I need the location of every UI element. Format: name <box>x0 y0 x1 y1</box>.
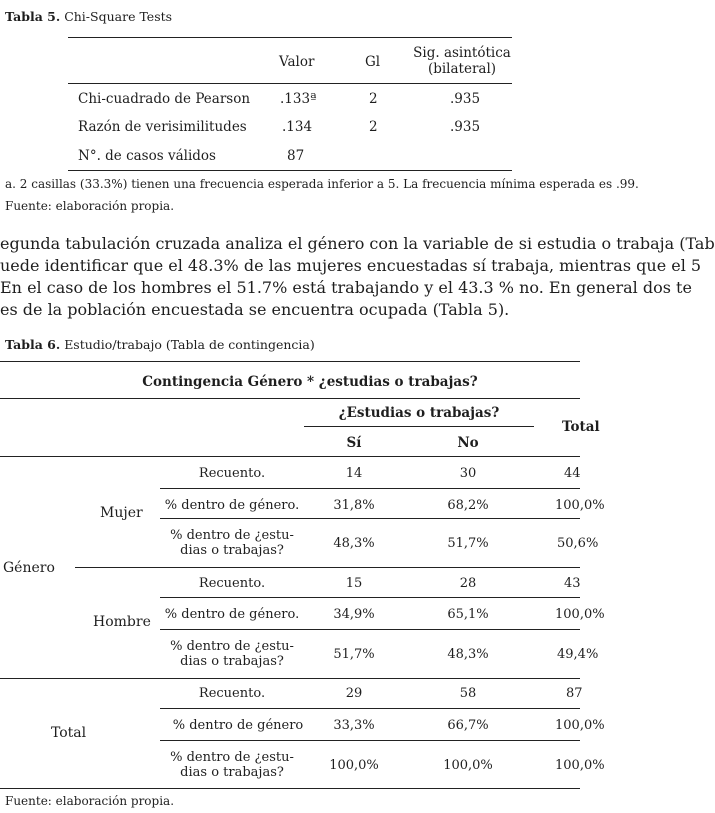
table5-row-sig: .935 <box>450 119 481 135</box>
group-divider <box>75 567 580 568</box>
row-label <box>160 576 304 591</box>
row-label <box>160 498 304 513</box>
table5-header-valor: Valor <box>279 54 315 70</box>
table6-caption-text: Estudio/trabajo (Tabla de contingencia) <box>64 337 315 352</box>
table6-col-group-rule <box>304 426 534 427</box>
cell-si: 34,9% <box>333 607 375 622</box>
table5-bottom-rule <box>68 170 512 171</box>
row-label <box>160 528 304 558</box>
table6-source: Fuente: elaboración propia. <box>5 794 175 808</box>
cell-si: 14 <box>345 466 363 481</box>
table5-caption <box>5 9 172 24</box>
cell-si: 33,3% <box>333 718 375 733</box>
table5-header-gl: Gl <box>365 54 381 70</box>
row-label <box>160 750 304 780</box>
cell-no: 28 <box>459 576 477 591</box>
table6-title: Contingencia Género * ¿estudias o trabajas? <box>142 374 478 390</box>
cell-total: 87 <box>566 686 583 701</box>
row-label-line: Recuento. <box>198 686 266 701</box>
group-divider <box>0 678 580 679</box>
cell-total: 100,0% <box>555 718 605 733</box>
paragraph-line: egunda tabulación cruzada analiza el género con la variable de si estudia o trabaja (Tab <box>0 234 715 253</box>
table6-title-rule <box>0 398 580 399</box>
table6-group-mujer: Mujer <box>100 505 143 521</box>
row-label-line: % dentro de ¿estu- <box>170 639 294 654</box>
table6-group-total: Total <box>51 725 87 741</box>
table5-source: Fuente: elaboración propia. <box>5 199 175 213</box>
row-label-line: % dentro de género. <box>164 498 300 513</box>
table6-genero-label: Género <box>3 560 55 576</box>
row-label-line: dias o trabajas? <box>180 765 284 780</box>
row-label-line: % dentro de ¿estu- <box>170 750 294 765</box>
row-divider <box>160 708 580 709</box>
row-label-line: % dentro de género <box>172 718 304 733</box>
cell-no: 58 <box>459 686 477 701</box>
cell-total: 43 <box>564 576 581 591</box>
cell-no: 65,1% <box>447 607 489 622</box>
row-divider <box>160 488 580 489</box>
table5-row-gl: 2 <box>369 119 378 135</box>
row-label-line: Recuento. <box>198 466 266 481</box>
table5-header-sig <box>412 45 512 77</box>
cell-no: 68,2% <box>447 498 489 513</box>
cell-total: 50,6% <box>557 536 599 551</box>
table5-header-sig-line2: (bilateral) <box>427 61 497 77</box>
cell-si: 15 <box>345 576 363 591</box>
row-label-line: dias o trabajas? <box>180 543 284 558</box>
cell-no: 30 <box>459 466 477 481</box>
table6-col-si: Sí <box>346 435 362 451</box>
row-label-line: Recuento. <box>198 576 266 591</box>
table5-header-rule <box>68 83 512 84</box>
row-label <box>160 466 304 481</box>
table6-caption-label: Tabla 6. <box>5 337 61 352</box>
table6-header-rule <box>0 456 580 457</box>
cell-total: 100,0% <box>555 607 605 622</box>
paragraph-line: es de la población encuestada se encuentra ocupada (Tabla 5). <box>0 300 510 319</box>
cell-si: 100,0% <box>329 758 379 773</box>
row-divider <box>160 629 580 630</box>
row-divider <box>160 518 580 519</box>
row-label-line: % dentro de género. <box>164 607 300 622</box>
cell-si: 29 <box>345 686 363 701</box>
table5-row-label: N°. de casos válidos <box>78 148 216 164</box>
paragraph-line: uede identificar que el 48.3% de las mujeres encuestadas sí trabaja, mientras que el 5 <box>0 256 702 275</box>
cell-no: 100,0% <box>443 758 493 773</box>
table5-row-valor: .134 <box>282 119 313 135</box>
cell-total: 100,0% <box>555 498 605 513</box>
table5-header-sig-line1: Sig. asintótica <box>413 45 511 61</box>
table6-caption <box>5 337 315 352</box>
row-divider <box>160 597 580 598</box>
cell-no: 51,7% <box>447 536 489 551</box>
table6-col-total: Total <box>562 419 600 435</box>
table5-caption-label: Tabla 5. <box>5 9 61 24</box>
row-label <box>166 718 310 733</box>
table5-row-valor: .133ª <box>280 91 317 107</box>
table5-row-label: Chi-cuadrado de Pearson <box>78 91 251 107</box>
table5-footnote: a. 2 casillas (33.3%) tienen una frecuencia esperada inferior a 5. La frecuencia mínima esperada es .99. <box>5 177 639 191</box>
table5-top-rule <box>68 37 512 38</box>
cell-total: 100,0% <box>555 758 605 773</box>
table6-col-group-header: ¿Estudias o trabajas? <box>338 405 500 421</box>
cell-total: 44 <box>564 466 581 481</box>
table5-row-gl: 2 <box>369 91 378 107</box>
table5-row-label: Razón de verisimilitudes <box>78 119 247 135</box>
table6-col-no: No <box>457 435 479 451</box>
cell-no: 48,3% <box>447 647 489 662</box>
cell-no: 66,7% <box>447 718 489 733</box>
table6-top-rule <box>0 361 580 362</box>
table6-bottom-rule <box>0 788 580 789</box>
row-divider <box>160 740 580 741</box>
row-label-line: dias o trabajas? <box>180 654 284 669</box>
row-label <box>160 686 304 701</box>
row-label <box>160 607 304 622</box>
table6-group-hombre: Hombre <box>93 614 151 630</box>
paragraph-line: En el caso de los hombres el 51.7% está trabajando y el 43.3 % no. En general dos te <box>0 278 692 297</box>
row-label-line: % dentro de ¿estu- <box>170 528 294 543</box>
table5-caption-text: Chi-Square Tests <box>64 9 173 24</box>
body-paragraph <box>0 233 715 321</box>
table5-row-valor: 87 <box>287 148 305 164</box>
cell-si: 31,8% <box>333 498 375 513</box>
cell-total: 49,4% <box>557 647 599 662</box>
cell-si: 51,7% <box>333 647 375 662</box>
row-label <box>160 639 304 669</box>
table5-row-sig: .935 <box>450 91 481 107</box>
cell-si: 48,3% <box>333 536 375 551</box>
